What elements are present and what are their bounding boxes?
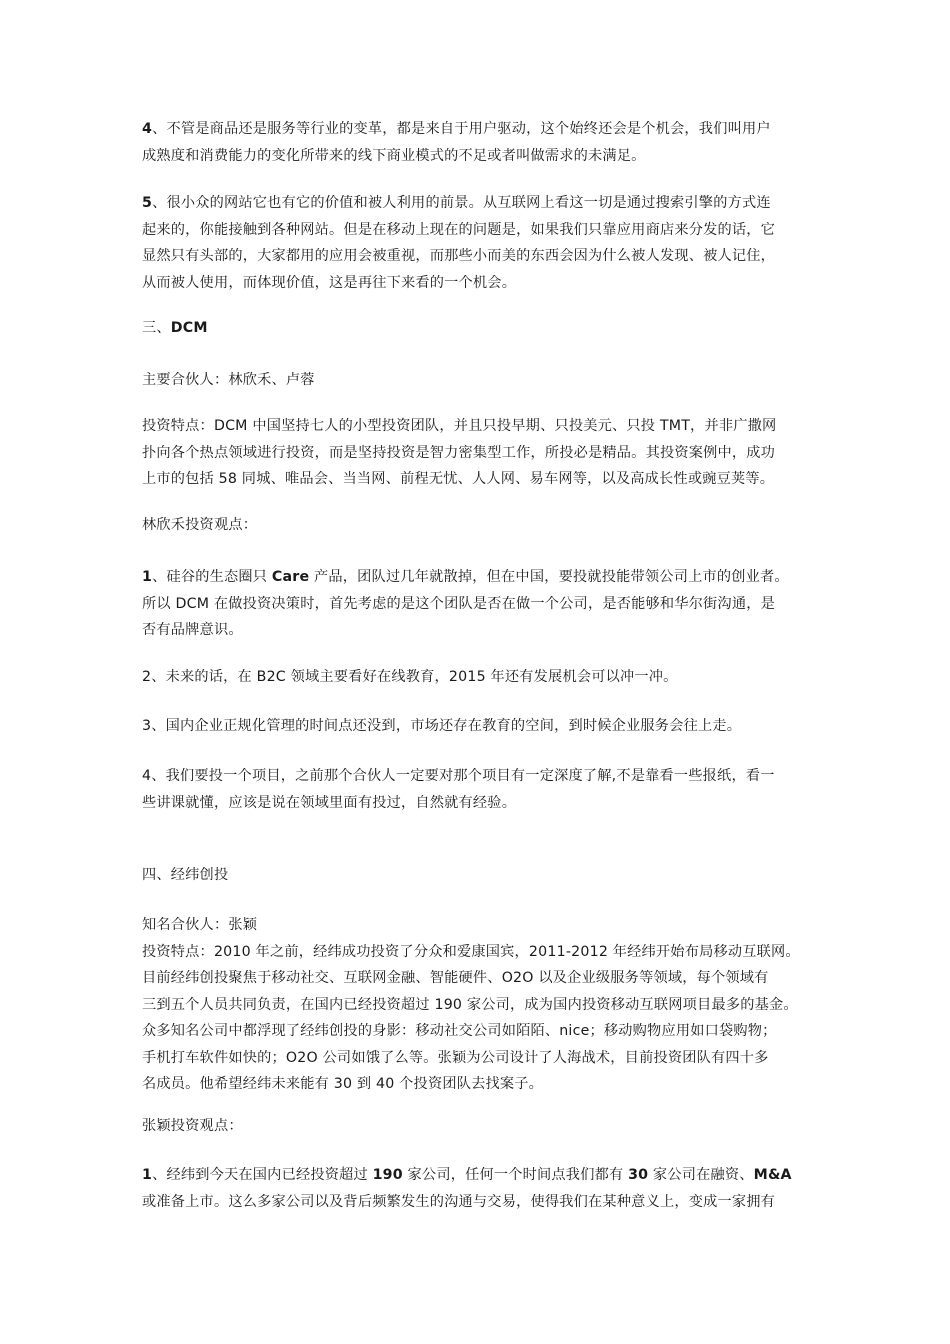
paragraph-text: 知名合伙人：张颖 投资特点：2010 年之前，经纬成功投资了分众和爱康国宾，2011-2012 年经纬开始布局移动互联网。 目前经纬创投聚焦于移动社交、互联网金融、智能硬件、O2O 以及企业级服务等领域，每个领域有 三到五个人员共同负责，在国内已经投资超过 190 家公司，成为国内投资移动互联网项目最多的基金。 众多知名公司中都浮现了经纬创投的身影：移动社交公司如陌陌、nice；移动购物应用如口袋购物； 手机打车软件如快的；O2O 公司如饿了么等。张颖为公司设计了人海战术，目前投资团队有四十多 名成员。他希望经纬未来能有 30 到 40 个投资团队去找案子。	[142, 917, 800, 1092]
bold-30: 30	[628, 1167, 649, 1183]
paragraph-text: 、很小众的网站它也有它的价值和被人利用的前景。从互联网上看这一切是通过搜索引擎的方式连 起来的，你能接触到各种网站。但是在移动上现在的问题是，如果我们只靠应用商店来分发的话，它 显然只有头部的，大家都用的应用会被重视，而那些小而美的东西会因为什么被人发现、被人记住， 从而被人使用，而体现价值，这是再往下来看的一个机会。	[142, 195, 776, 291]
text-pre: 、硅谷的生态圈只	[152, 569, 272, 585]
section-heading-dcm	[142, 315, 818, 342]
paragraph-text: 2、未来的话，在 B2C 领域主要看好在线教育，2015 年还有发展机会可以冲一冲。	[142, 669, 678, 685]
dcm-partners	[142, 367, 818, 394]
lin-views-heading	[142, 512, 818, 539]
paragraph-text: 、不管是商品还是服务等行业的变革，都是来自于用户驱动，这个始终还会是个机会，我们叫用户 成熟度和消费能力的变化所带来的线下商业模式的不足或者叫做需求的未满足。	[142, 121, 771, 164]
section-heading-jingwei	[142, 862, 818, 889]
paragraph-text: 张颖投资观点：	[142, 1118, 243, 1134]
heading-text: 四、经纬创投	[142, 867, 229, 883]
zhang-view-1	[142, 1162, 818, 1215]
bold-190: 190	[372, 1167, 403, 1183]
heading-bold: DCM	[170, 320, 208, 336]
paragraph-5	[142, 190, 818, 296]
text-bold: Care	[271, 569, 310, 585]
text-pre: 、经纬到今天在国内已经投资超过	[152, 1167, 373, 1183]
item-number: 4	[142, 121, 153, 137]
item-number: 1	[142, 569, 153, 585]
text-mid: 家公司，任何一个时间点我们都有	[402, 1167, 629, 1183]
dcm-investment-features	[142, 413, 818, 493]
lin-view-1	[142, 564, 818, 644]
item-number: 5	[142, 195, 153, 211]
paragraph-text: 3、国内企业正规化管理的时间点还没到，市场还存在教育的空间，到时候企业服务会往上走。	[142, 718, 742, 734]
heading-prefix: 三、	[142, 320, 171, 336]
paragraph-text: 或准备上市。这么多家公司以及背后频繁发生的沟通与交易，使得我们在某种意义上，变成一家拥有	[142, 1193, 776, 1210]
lin-view-2	[142, 664, 818, 691]
paragraph-text: 投资特点：DCM 中国坚持七人的小型投资团队，并且只投早期、只投美元、只投 TMT，并非广撒网 扑向各个热点领域进行投资，而是坚持投资是智力密集型工作，所投必是精品。其投资案例中，成功 上市的包括 58 同城、唯品会、当当网、前程无忧、人人网、易车网等，以及高成长性或豌豆荚等。	[142, 418, 777, 487]
jingwei-intro	[142, 912, 818, 1098]
paragraph-text: 主要合伙人：林欣禾、卢蓉	[142, 372, 315, 388]
item-number: 1	[142, 1167, 153, 1183]
lin-view-4	[142, 763, 818, 816]
lin-view-3	[142, 713, 818, 740]
paragraph-text: 产品，团队过几年就散掉，但在中国，要投就投能带领公司上市的创业者。 所以 DCM 在做投资决策时，首先考虑的是这个团队是否在做一个公司，是否能够和华尔街沟通，是 否有品牌意识。	[142, 569, 789, 638]
text-mid2: 家公司在融资、	[648, 1167, 754, 1183]
paragraph-text: 林欣禾投资观点：	[142, 517, 258, 533]
bold-ma: M&A	[753, 1167, 792, 1183]
zhang-views-heading	[142, 1113, 818, 1140]
paragraph-4	[142, 116, 818, 169]
paragraph-text: 4、我们要投一个项目，之前那个合伙人一定要对那个项目有一定深度了解,不是靠看一些报纸，看一 些讲课就懂，应该是说在领域里面有投过，自然就有经验。	[142, 768, 775, 811]
